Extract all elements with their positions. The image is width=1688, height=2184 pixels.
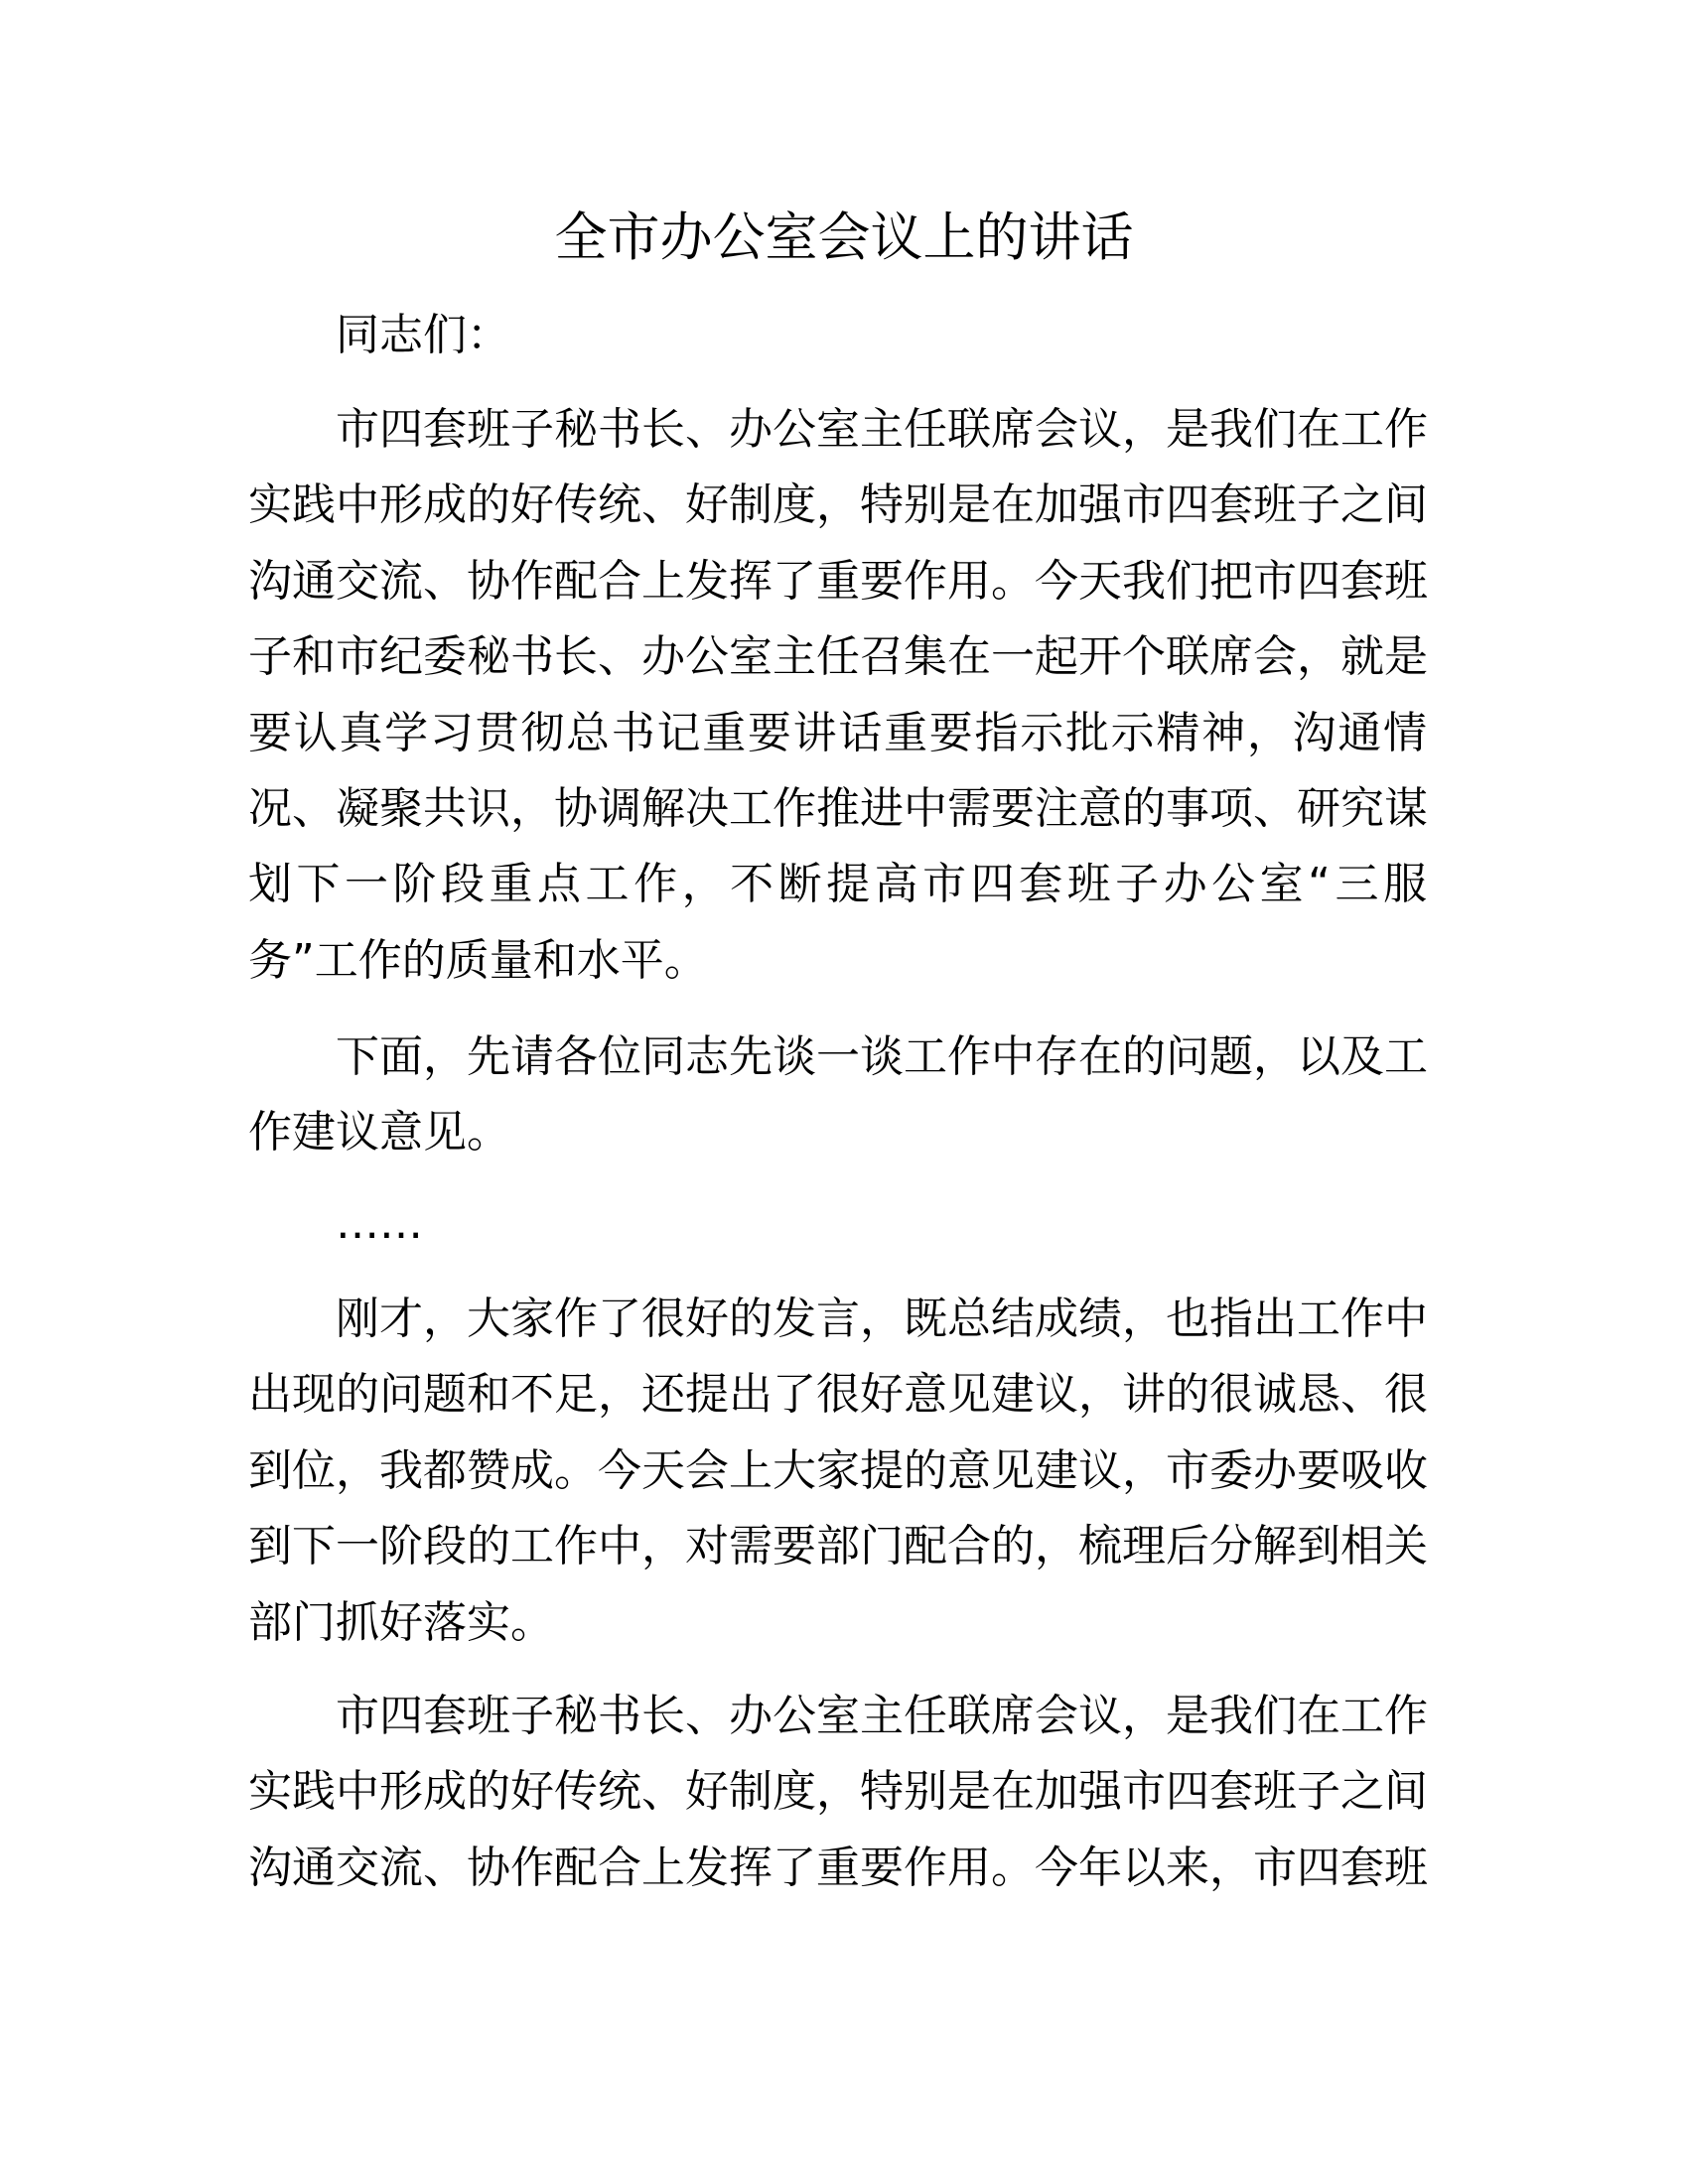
document-title: 全市办公室会议上的讲话 <box>554 207 1134 268</box>
paragraph-3 <box>248 1282 1427 1661</box>
text-line: 况、凝聚共识，协调解决工作推进中需要注意的事项、研究谋 <box>248 782 1428 834</box>
text-line: 要认真学习贯彻总书记重要讲话重要指示批示精神，沟通情 <box>248 707 1427 758</box>
text-line: 下面，先请各位同志先谈一谈工作中存在的问题，以及工 <box>336 1031 1428 1082</box>
text-line: 市四套班子秘书长、办公室主任联席会议，是我们在工作 <box>336 404 1428 455</box>
text-line: 部门抓好落实。 <box>248 1596 554 1648</box>
text-line: 沟通交流、协作配合上发挥了重要作用。今年以来，市四套班 <box>248 1842 1428 1893</box>
text-line: 作建议意见。 <box>248 1107 510 1159</box>
text-line: 子和市纪委秘书长、办公室主任召集在一起开个联席会，就是 <box>248 631 1428 683</box>
paragraph-1 <box>248 392 1427 999</box>
text-line: 实践中形成的好传统、好制度，特别是在加强市四套班子之间 <box>248 1766 1428 1818</box>
text-line: 到位，我都赞成。今天会上大家提的意见建议，市委办要吸收 <box>248 1444 1428 1496</box>
text-line: 到下一阶段的工作中，对需要部门配合的，梳理后分解到相关 <box>248 1521 1428 1572</box>
text-line: 务”工作的质量和水平。 <box>248 934 708 986</box>
text-line: 出现的问题和不足，还提出了很好意见建议，讲的很诚恳、很 <box>248 1369 1428 1421</box>
text-line: 实践中形成的好传统、好制度，特别是在加强市四套班子之间 <box>248 479 1428 531</box>
text-line: 刚才，大家作了很好的发言，既总结成绩，也指出工作中 <box>336 1294 1428 1344</box>
text-line: 划下一阶段重点工作，不断提高市四套班子办公室“三服 <box>248 859 1427 910</box>
ellipsis: …… <box>336 1198 423 1249</box>
salutation-paragraph <box>248 298 1427 373</box>
paragraph-2 <box>248 1020 1427 1171</box>
salutation: 同志们： <box>336 310 510 360</box>
ellipsis-paragraph <box>248 1186 1427 1262</box>
text-line: 沟通交流、协作配合上发挥了重要作用。今天我们把市四套班 <box>248 555 1428 607</box>
paragraph-4 <box>248 1679 1427 1906</box>
text-line: 市四套班子秘书长、办公室主任联席会议，是我们在工作 <box>336 1691 1428 1741</box>
